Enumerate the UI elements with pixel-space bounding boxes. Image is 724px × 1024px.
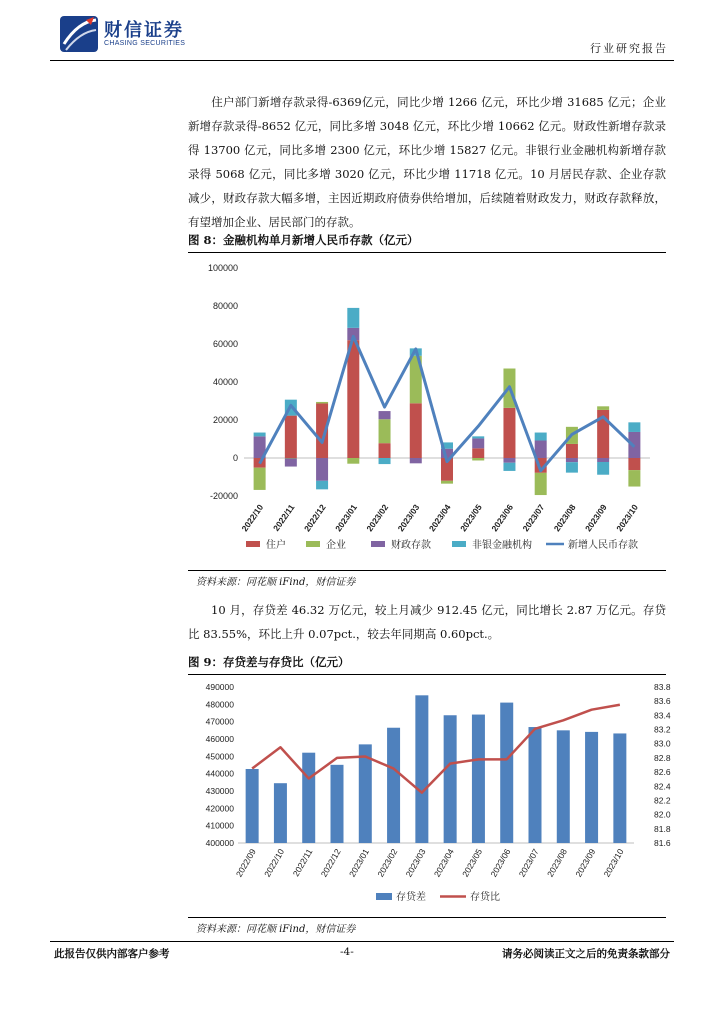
x-tick-label: 2023/02 [364, 502, 391, 534]
y2-tick-label: 82.4 [654, 781, 671, 792]
y2-tick-label: 82.6 [654, 767, 671, 778]
bar-loan-deposit-gap [557, 730, 570, 843]
bar-segment [503, 463, 515, 471]
legend-swatch [376, 893, 392, 900]
x-tick-label: 2022/12 [301, 502, 328, 534]
legend-label: 住户 [266, 540, 286, 551]
x-tick-label: 2023/08 [551, 502, 578, 534]
legend-label: 财政存款 [391, 540, 431, 551]
legend-swatch [246, 541, 260, 547]
y2-tick-label: 81.6 [654, 838, 671, 848]
x-tick-label: 2022/10 [239, 502, 266, 534]
bar-segment [410, 403, 422, 458]
page-number: -4- [340, 946, 354, 958]
y-tick-label: -20000 [209, 491, 238, 501]
x-tick-label: 2023/03 [403, 847, 428, 879]
footer-notice: 请务必阅读正文之后的免责条款部分 [502, 948, 670, 960]
y-tick-label: 480000 [205, 699, 234, 710]
bar-segment [379, 443, 391, 458]
bar-segment [316, 481, 328, 490]
x-tick-label: 2022/11 [290, 847, 315, 879]
bar-segment [628, 470, 640, 486]
x-tick-label: 2023/04 [431, 847, 456, 879]
legend-label: 新增人民币存款 [568, 540, 638, 551]
bar-loan-deposit-gap [472, 715, 485, 843]
bar-segment [285, 416, 297, 458]
bar-loan-deposit-gap [613, 733, 626, 843]
bar-segment [347, 458, 359, 464]
bar-segment [410, 458, 422, 463]
x-tick-label: 2023/09 [582, 502, 609, 534]
y-tick-label: 430000 [205, 786, 234, 796]
y2-tick-label: 83.6 [654, 696, 671, 707]
bar-segment [379, 411, 391, 419]
figure-8-divider [188, 570, 666, 571]
report-type: 行业研究报告 [590, 42, 668, 55]
bar-loan-deposit-gap [415, 695, 428, 843]
x-tick-label: 2023/02 [375, 847, 400, 879]
y-tick-label: 410000 [205, 820, 234, 831]
bar-segment [254, 433, 266, 437]
company-name: 财信证券 [104, 20, 184, 41]
footer-divider [50, 941, 674, 942]
y-tick-label: 60000 [212, 339, 238, 349]
y2-tick-label: 83.2 [654, 724, 671, 735]
company-name-en: CHASING SECURITIES [104, 40, 186, 47]
bar-loan-deposit-gap [387, 728, 400, 843]
x-tick-label: 2023/01 [333, 502, 359, 534]
bar-segment [347, 308, 359, 328]
figure-8-source: 资料来源：同花顺 iFind，财信证券 [196, 577, 356, 588]
bar-segment [628, 458, 640, 470]
legend-label: 存贷差 [396, 892, 426, 903]
y2-tick-label: 83.8 [654, 682, 671, 692]
bar-segment [472, 436, 484, 438]
bar-segment [566, 444, 578, 458]
bar-segment [472, 458, 484, 460]
figure-9-source: 资料来源：同花顺 iFind，财信证券 [196, 924, 356, 935]
bar-loan-deposit-gap [274, 783, 287, 843]
x-tick-label: 2023/06 [488, 847, 513, 879]
bar-segment [535, 433, 547, 441]
bar-loan-deposit-gap [500, 703, 513, 843]
x-tick-label: 2023/07 [520, 502, 547, 534]
x-tick-label: 2023/05 [458, 502, 484, 534]
x-tick-label: 2023/10 [601, 847, 626, 879]
paragraph-deposits-text: 住户部门新增存款录得-6369亿元，同比少增 1266 亿元，环比少增 31685 亿元；企业新增存款录得-8652 亿元，同比多增 3048 亿元，环比少增 10662 亿元。财政性新增存款录得 13700 亿元，同比多增 2300 亿元，环比少增 15827 亿元。非银行业金融机构新增存款录得 5068 亿元，同比多增 3020 亿元，环比少增 11718 亿元。10 月居民存款、企业存款减少，财政存款大幅多增，主因近期政府债券供给增加，后续随着财政发力，财政存款释放，有望增加企业、居民部门的存款。 [188, 95, 666, 229]
y-tick-label: 470000 [205, 716, 234, 727]
y2-tick-label: 82.0 [654, 809, 671, 820]
y-tick-label: 450000 [205, 751, 234, 762]
figure-9-divider [188, 917, 666, 918]
x-tick-label: 2023/05 [460, 847, 485, 879]
bar-segment [285, 458, 297, 466]
bar-segment [472, 448, 484, 458]
x-tick-label: 2023/06 [489, 502, 516, 534]
x-tick-label: 2023/07 [516, 847, 541, 879]
x-tick-label: 2022/11 [270, 502, 297, 533]
y2-tick-label: 83.4 [654, 710, 671, 721]
bar-segment [441, 481, 453, 484]
y-tick-label: 420000 [205, 803, 234, 814]
x-tick-label: 2022/12 [318, 847, 343, 879]
x-tick-label: 2023/08 [544, 847, 570, 879]
x-tick-label: 2022/10 [262, 847, 287, 879]
legend-swatch [452, 541, 466, 547]
y-tick-label: 40000 [212, 377, 238, 387]
figure-9-title: 图 9：存贷差与存贷比（亿元） [188, 654, 666, 675]
bar-segment [379, 458, 391, 464]
y-tick-label: 0 [232, 453, 238, 463]
legend-label: 存贷比 [470, 892, 500, 903]
bar-segment [597, 406, 609, 410]
bar-segment [597, 458, 609, 462]
header-divider [50, 60, 674, 61]
y2-tick-label: 83.0 [654, 738, 671, 749]
bar-loan-deposit-gap [302, 753, 315, 843]
bar-segment [566, 458, 578, 462]
x-tick-label: 2023/04 [426, 502, 453, 534]
figure-9-chart [188, 675, 671, 913]
y2-tick-label: 81.8 [654, 823, 671, 834]
bar-segment [379, 419, 391, 443]
bar-segment [254, 468, 266, 490]
y2-tick-label: 82.2 [654, 795, 671, 806]
bar-loan-deposit-gap [444, 715, 457, 843]
bar-segment [316, 458, 328, 481]
y-tick-label: 490000 [205, 682, 234, 692]
figure-8-chart [188, 254, 666, 572]
y-tick-label: 400000 [205, 838, 234, 848]
paragraph-loan-deposit [188, 598, 666, 646]
legend-swatch [306, 541, 320, 547]
bar-loan-deposit-gap [585, 732, 598, 843]
bar-segment [316, 402, 328, 404]
bar-segment [566, 462, 578, 472]
bar-segment [535, 473, 547, 495]
bar-segment [503, 458, 515, 463]
x-tick-label: 2023/01 [346, 847, 372, 879]
figure-8-title: 图 8：金融机构单月新增人民币存款（亿元） [188, 232, 666, 253]
y-tick-label: 20000 [212, 415, 238, 425]
legend-label: 企业 [326, 540, 346, 551]
y-tick-label: 460000 [205, 734, 234, 744]
x-tick-label: 2022/09 [233, 847, 258, 879]
footer-disclaimer: 此报告仅供内部客户参考 [54, 948, 170, 960]
bar-segment [597, 462, 609, 475]
bar-segment [628, 422, 640, 432]
x-tick-label: 2023/03 [395, 502, 422, 534]
legend-swatch [371, 541, 385, 547]
y-tick-label: 80000 [212, 301, 238, 311]
y-tick-label: 440000 [205, 768, 234, 779]
y-tick-label: 100000 [207, 263, 238, 273]
paragraph-loan-deposit-text: 10 月，存贷差 46.32 万亿元，较上月减少 912.45 亿元，同比增长 2.87 万亿元。存贷比 83.55%，环比上升 0.07pct.，较去年同期高 0.60pct.。 [188, 603, 666, 641]
y2-tick-label: 82.8 [654, 752, 671, 763]
bar-segment [472, 438, 484, 448]
bar-loan-deposit-gap [529, 727, 542, 843]
x-tick-label: 2023/09 [573, 847, 598, 879]
x-tick-label: 2023/10 [614, 502, 641, 534]
paragraph-deposits [188, 90, 666, 234]
legend-label: 非银金融机构 [472, 540, 532, 551]
bar-loan-deposit-gap [331, 765, 344, 843]
bar-loan-deposit-gap [246, 769, 259, 843]
bar-segment [347, 340, 359, 458]
bar-segment [503, 408, 515, 458]
